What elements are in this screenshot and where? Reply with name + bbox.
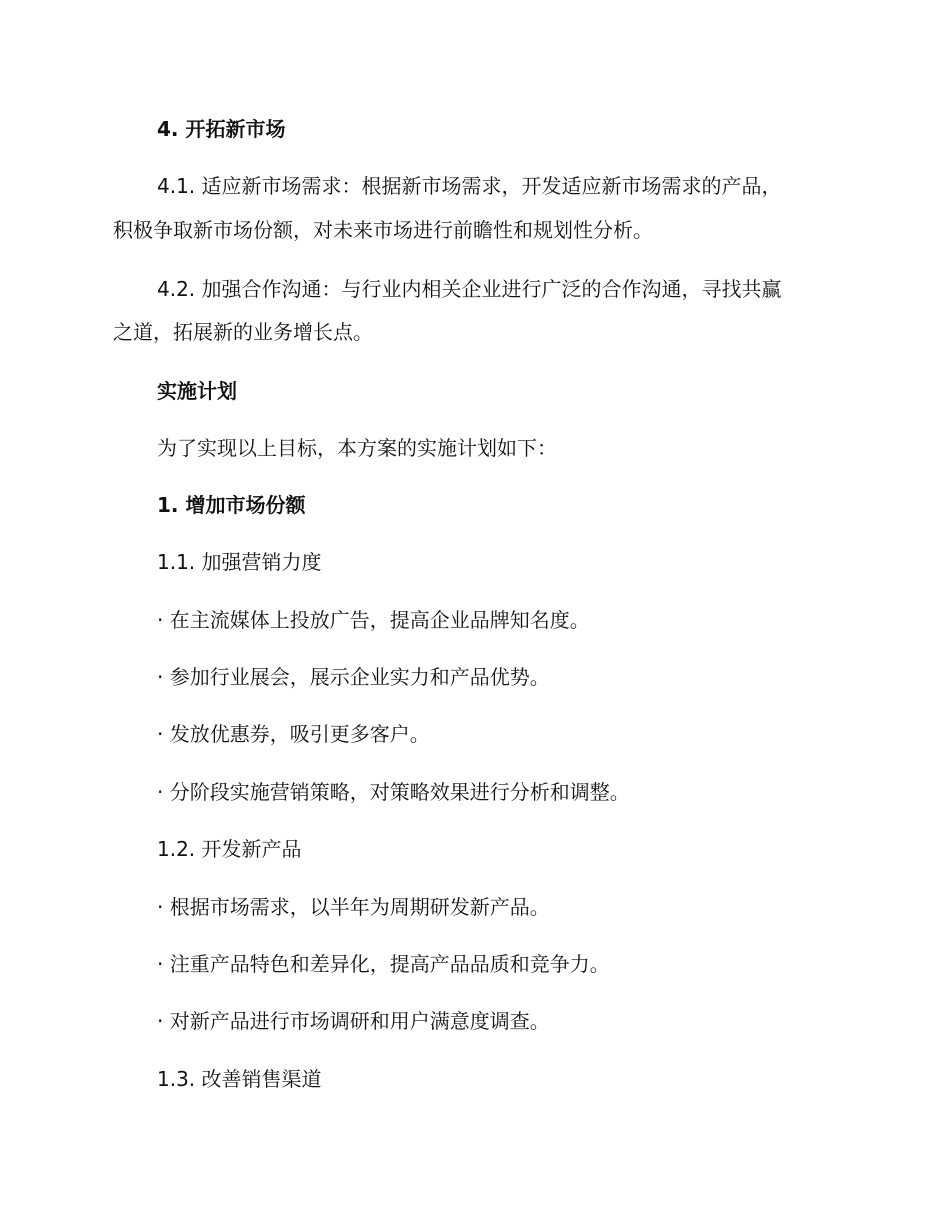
paragraph-4-1-line-1: 4.1. 适应新市场需求：根据新市场需求，开发适应新市场需求的产品， bbox=[157, 174, 782, 198]
list-item: · 发放优惠券，吸引更多客户。 bbox=[157, 722, 430, 746]
subheading-1-1: 1.1. 加强营销力度 bbox=[157, 550, 322, 574]
subheading-1-3: 1.3. 改善销售渠道 bbox=[157, 1067, 322, 1091]
section-heading-1: 1. 增加市场份额 bbox=[157, 493, 306, 517]
list-item: · 参加行业展会，展示企业实力和产品优势。 bbox=[157, 665, 550, 689]
list-item: · 根据市场需求，以半年为周期研发新产品。 bbox=[157, 895, 550, 919]
plan-heading: 实施计划 bbox=[157, 379, 237, 403]
list-item: · 对新产品进行市场调研和用户满意度调查。 bbox=[157, 1009, 550, 1033]
list-item: · 分阶段实施营销策略，对策略效果进行分析和调整。 bbox=[157, 780, 630, 804]
paragraph-4-1-line-2: 积极争取新市场份额，对未来市场进行前瞻性和规划性分析。 bbox=[113, 218, 653, 242]
list-item: · 注重产品特色和差异化，提高产品品质和竞争力。 bbox=[157, 952, 610, 976]
plan-intro: 为了实现以上目标，本方案的实施计划如下： bbox=[157, 436, 557, 460]
list-item: · 在主流媒体上投放广告，提高企业品牌知名度。 bbox=[157, 608, 590, 632]
section-heading-4: 4. 开拓新市场 bbox=[157, 117, 286, 141]
paragraph-4-2-line-1: 4.2. 加强合作沟通：与行业内相关企业进行广泛的合作沟通，寻找共赢 bbox=[157, 277, 782, 301]
subheading-1-2: 1.2. 开发新产品 bbox=[157, 837, 302, 861]
paragraph-4-2-line-2: 之道，拓展新的业务增长点。 bbox=[113, 320, 373, 344]
